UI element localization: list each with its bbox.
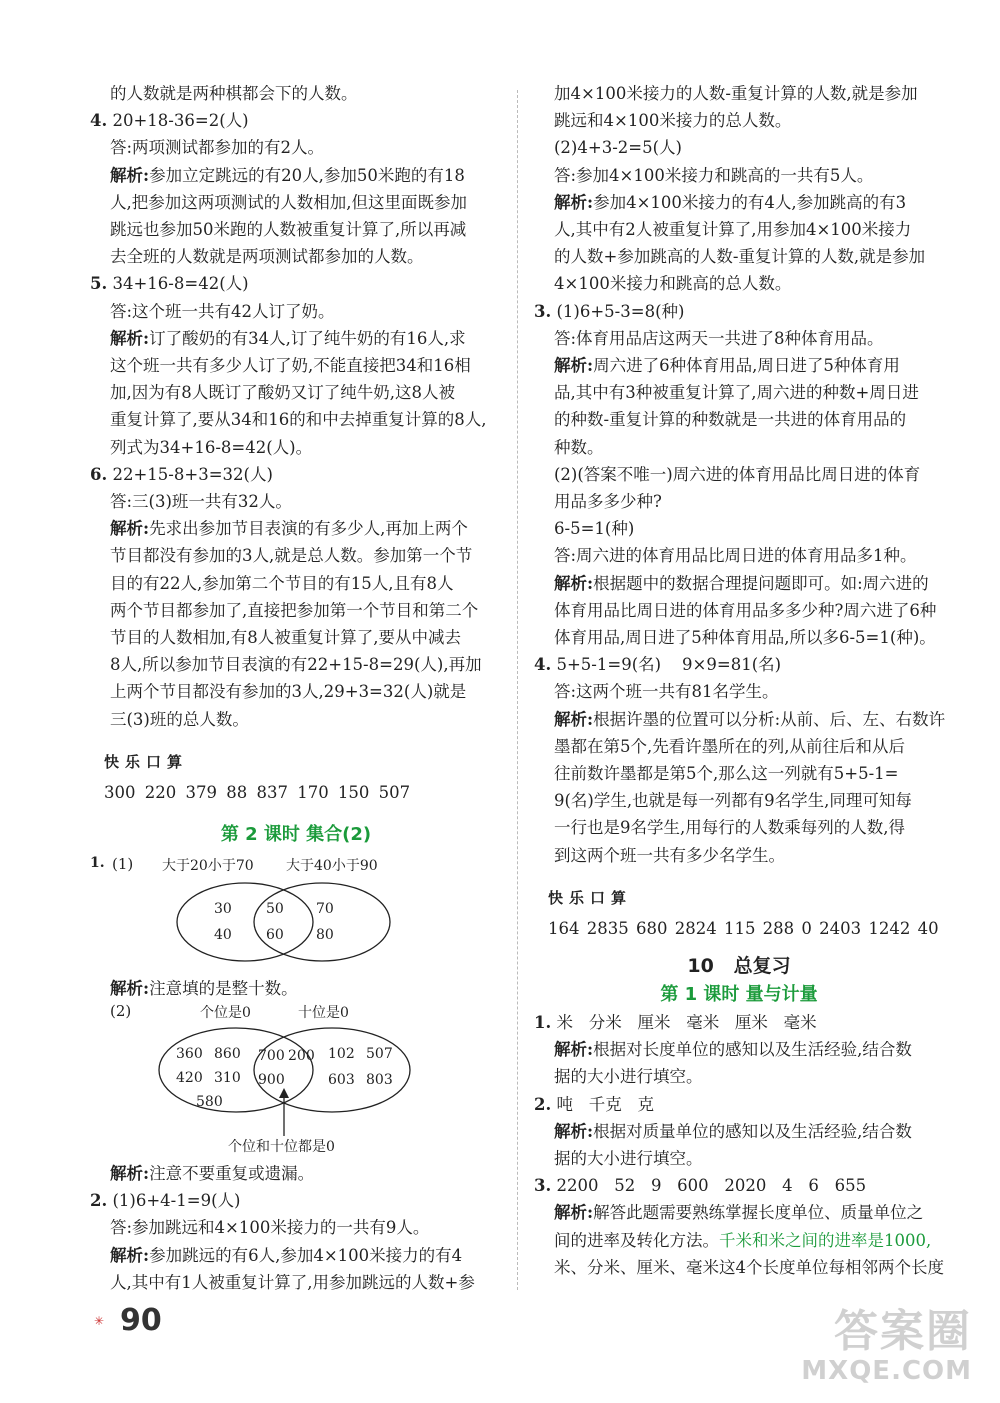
question-number: 2. (534, 1094, 552, 1114)
answer: 答:这个班一共有42人订了奶。 (110, 301, 335, 321)
intersection-label: 个位和十位都是0 (228, 1139, 335, 1156)
answer: 答:参加跳远和4×100米接力的一共有9人。 (110, 1218, 430, 1238)
analysis-label: 解析: (554, 192, 594, 212)
answer: 答:体育用品店这两天一共进了8种体育用品。 (554, 328, 884, 348)
intersection-value: 200 (288, 1048, 315, 1065)
analysis-line: 根据题中的数据合理提问题即可。如:周六进的 (593, 573, 929, 593)
analysis-line: 三(3)班的总人数。 (110, 709, 249, 729)
paragraph: (2)(答案不唯一)周六进的体育用品比周日进的体育 (554, 464, 921, 484)
analysis-line: 的人数+参加跳高的人数-重复计算的人数,就是参加 (554, 247, 926, 267)
analysis-line: 跳远也参加50米跑的人数被重复计算了,所以再减 (110, 220, 467, 240)
analysis-line: 节目都没有参加的3人,就是总人数。参加第一个节 (110, 546, 473, 566)
paragraph: 的人数就是两种棋都会下的人数。 (110, 84, 358, 103)
analysis-label: 解析: (110, 165, 150, 185)
set-a-value: 30 (214, 900, 232, 917)
right-column (534, 80, 944, 1281)
equation: (1)6+5-3=8(种) (556, 301, 685, 321)
analysis-label: 解析: (110, 978, 150, 998)
analysis-line: 周六进了6种体育用品,周日进了5种体育用 (593, 356, 900, 376)
page-decoration-icon: ✳ (94, 1314, 105, 1328)
set-a-value: 580 (196, 1094, 223, 1111)
analysis-label: 解析: (110, 519, 150, 539)
analysis-line: 体育用品,周日进了5种体育用品,所以多6-5=1(种)。 (554, 628, 936, 648)
analysis-line: 上两个节目都没有参加的3人,29+3=32(人)就是 (110, 682, 467, 702)
answer: 答:参加4×100米接力和跳高的一共有5人。 (554, 165, 874, 185)
question-number: 1. (534, 1012, 552, 1032)
question-number: 1. (90, 854, 105, 871)
analysis-line: 9(名)学生,也就是每一列都有9名学生,同理可知每 (554, 791, 912, 811)
question-number: 6. (90, 464, 108, 484)
analysis-line: 的种数-重复计算的种数就是一共进的体育用品的 (554, 410, 907, 430)
question-number: 4. (534, 655, 552, 675)
set-label-b: 十位是0 (298, 1005, 349, 1022)
analysis-line: 一行也是9名学生,用每行的人数乘每列的人数,得 (554, 818, 905, 838)
analysis-line: 体育用品比周日进的体育用品多多少种?周六进了6种 (554, 600, 937, 620)
analysis-line: 8人,所以参加节目表演的有22+15-8=29(人),再加 (110, 655, 482, 675)
mental-math-heading: 快乐口算 (548, 888, 633, 907)
question-number: 4. (90, 111, 108, 131)
analysis-line: 参加跳远的有6人,参加4×100米接力的有4 (149, 1245, 463, 1265)
analysis-line: 列式为34+16-8=42(人)。 (110, 437, 313, 457)
set-b-value: 70 (316, 900, 334, 917)
analysis-line: 根据许墨的位置可以分析:从前、后、左、右数许 (593, 709, 946, 729)
analysis-line: 订了酸奶的有34人,订了纯牛奶的有16人,求 (149, 328, 466, 348)
analysis-line: 人,把参加这两项测试的人数相加,但这里面既参加 (110, 192, 467, 212)
set-b-value: 102 (328, 1046, 355, 1063)
analysis-line: 参加4×100米接力的有4人,参加跳高的有3 (593, 192, 907, 212)
column-divider (517, 90, 519, 1290)
analysis-label: 解析: (554, 1040, 594, 1060)
set-a-value: 360 (176, 1046, 203, 1063)
venn-diagram-1 (90, 855, 502, 975)
equation: 34+16-8=42(人) (112, 274, 249, 294)
set-b-value: 507 (366, 1046, 393, 1063)
equation: 5+5-1=9(名) 9×9=81(名) (556, 655, 782, 675)
analysis-label: 解析: (554, 1121, 594, 1141)
analysis-line: 加,因为有8人既订了酸奶又订了纯牛奶,这8人被 (110, 383, 455, 403)
analysis-line: 到这两个班一共有多少名学生。 (554, 845, 785, 865)
analysis-line: 种数。 (554, 437, 604, 457)
highlighted-text: 千米和米之间的进率是1000, (719, 1230, 932, 1250)
set-label-b: 大于40小于90 (286, 857, 378, 874)
set-label-a: 大于20小于70 (162, 857, 254, 874)
analysis-line: 参加立定跳远的有20人,参加50米跑的有18 (149, 165, 465, 185)
question-number: 3. (534, 1176, 552, 1196)
set-b-value: 80 (316, 926, 334, 943)
set-b-value: 603 (328, 1072, 355, 1089)
analysis-line: 去全班的人数就是两项测试都参加的人数。 (110, 247, 424, 267)
analysis-label: 解析: (554, 1203, 594, 1223)
set-a-value: 860 (214, 1046, 241, 1063)
mental-math-answers: 164 2835 680 2824 115 288 0 2403 1242 40 (548, 918, 939, 938)
analysis-line: 这个班一共有多少人订了奶,不能直接把34和16相 (110, 356, 471, 376)
answer-units: 吨 千克 克 (556, 1094, 654, 1114)
venn-diagram-2 (90, 1002, 502, 1156)
equation: 6-5=1(种) (554, 519, 635, 539)
set-label-a: 个位是0 (200, 1005, 251, 1022)
equation: 20+18-36=2(人) (112, 111, 249, 131)
intersection-value: 60 (266, 926, 284, 943)
answer: 答:周六进的体育用品比周日进的体育用品多1种。 (554, 546, 917, 566)
analysis-label: 解析: (554, 573, 594, 593)
watermark-text: 答案圈 (834, 1306, 972, 1357)
analysis-line: 品,其中有3种被重复计算了,周六进的种数+周日进 (554, 383, 919, 403)
analysis-line: 人,其中有1人被重复计算了,用参加跳远的人数+参 (110, 1272, 475, 1292)
analysis-label: 解析: (110, 328, 150, 348)
analysis-label: 解析: (554, 709, 594, 729)
set-a-value: 40 (214, 926, 232, 943)
lesson-title: 第 2 课时 集合(2) (220, 823, 372, 845)
analysis-line: 两个节目都参加了,直接把参加第一个节目和第二个 (110, 600, 479, 620)
analysis-line: 据的大小进行填空。 (554, 1148, 703, 1168)
part-label: (1) (112, 854, 134, 873)
analysis-line: 根据对长度单位的感知以及生活经验,结合数 (593, 1040, 912, 1060)
analysis-line: 先求出参加节目表演的有多少人,再加上两个 (149, 519, 468, 539)
analysis-line: 加4×100米接力的人数-重复计算的人数,就是参加 (554, 84, 918, 103)
page-number: 90 (120, 1303, 162, 1338)
watermark (801, 1308, 972, 1386)
analysis-line: 间的进率及转化方法。 (554, 1230, 719, 1250)
question-number: 2. (90, 1191, 108, 1211)
watermark-url: MXQE.COM (801, 1356, 972, 1386)
question-number: 5. (90, 274, 108, 294)
analysis-label: 解析: (110, 1164, 150, 1184)
analysis-label: 解析: (554, 356, 594, 376)
analysis-line: 注意不要重复或遗漏。 (149, 1164, 315, 1184)
equation: (1)6+4-1=9(人) (112, 1191, 241, 1211)
unit-title: 10 总复习 (687, 954, 791, 977)
analysis-line: 跳远和4×100米接力的总人数。 (554, 111, 792, 131)
analysis-line: 根据对质量单位的感知以及生活经验,结合数 (593, 1121, 912, 1141)
venn-ellipses (160, 881, 410, 963)
set-b-value: 803 (366, 1072, 393, 1089)
analysis-line: 注意填的是整十数。 (149, 978, 298, 998)
analysis-line: 米、分米、厘米、毫米这4个长度单位每相邻两个长度 (554, 1257, 944, 1277)
mental-math-answers: 300 220 379 88 837 170 150 507 (104, 782, 411, 802)
analysis-line: 往前数许墨都是第5个,那么这一列就有5+5-1= (554, 764, 899, 784)
answer: 答:三(3)班一共有32人。 (110, 492, 292, 512)
answer-units: 米 分米 厘米 毫米 厘米 毫米 (556, 1012, 817, 1032)
part-label: (2) (110, 1002, 132, 1021)
equation: 22+15-8+3=32(人) (112, 464, 273, 484)
analysis-line: 解答此题需要熟练掌握长度单位、质量单位之 (593, 1203, 924, 1223)
intersection-value: 900 (258, 1072, 285, 1089)
question-number: 3. (534, 301, 552, 321)
answer: 答:两项测试都参加的有2人。 (110, 138, 325, 158)
arrow-up-icon (274, 1088, 294, 1138)
answer: 答:这两个班一共有81名学生。 (554, 682, 779, 702)
analysis-line: 墨都在第5个,先看许墨所在的列,从前往后和从后 (554, 736, 905, 756)
analysis-line: 目的有22人,参加第二个节目的有15人,且有8人 (110, 573, 454, 593)
analysis-line: 节目的人数相加,有8人被重复计算了,要从中减去 (110, 628, 461, 648)
set-a-value: 310 (214, 1070, 241, 1087)
analysis-line: 据的大小进行填空。 (554, 1067, 703, 1087)
analysis-label: 解析: (110, 1245, 150, 1265)
lesson-title: 第 1 课时 量与计量 (660, 983, 818, 1005)
mental-math-heading: 快乐口算 (104, 752, 189, 771)
analysis-line: 4×100米接力和跳高的总人数。 (554, 274, 792, 294)
left-column (90, 80, 502, 1296)
paragraph: 用品多多少种? (554, 492, 662, 512)
answer-values: 2200 52 9 600 2020 4 6 655 (556, 1176, 867, 1196)
set-a-value: 420 (176, 1070, 203, 1087)
analysis-line: 人,其中有2人被重复计算了,用参加4×100米接力 (554, 220, 912, 240)
analysis-line: 重复计算了,要从34和16的和中去掉重复计算的8人, (110, 410, 487, 430)
equation: (2)4+3-2=5(人) (554, 138, 682, 158)
intersection-value: 700 (258, 1048, 285, 1065)
intersection-value: 50 (266, 900, 284, 917)
